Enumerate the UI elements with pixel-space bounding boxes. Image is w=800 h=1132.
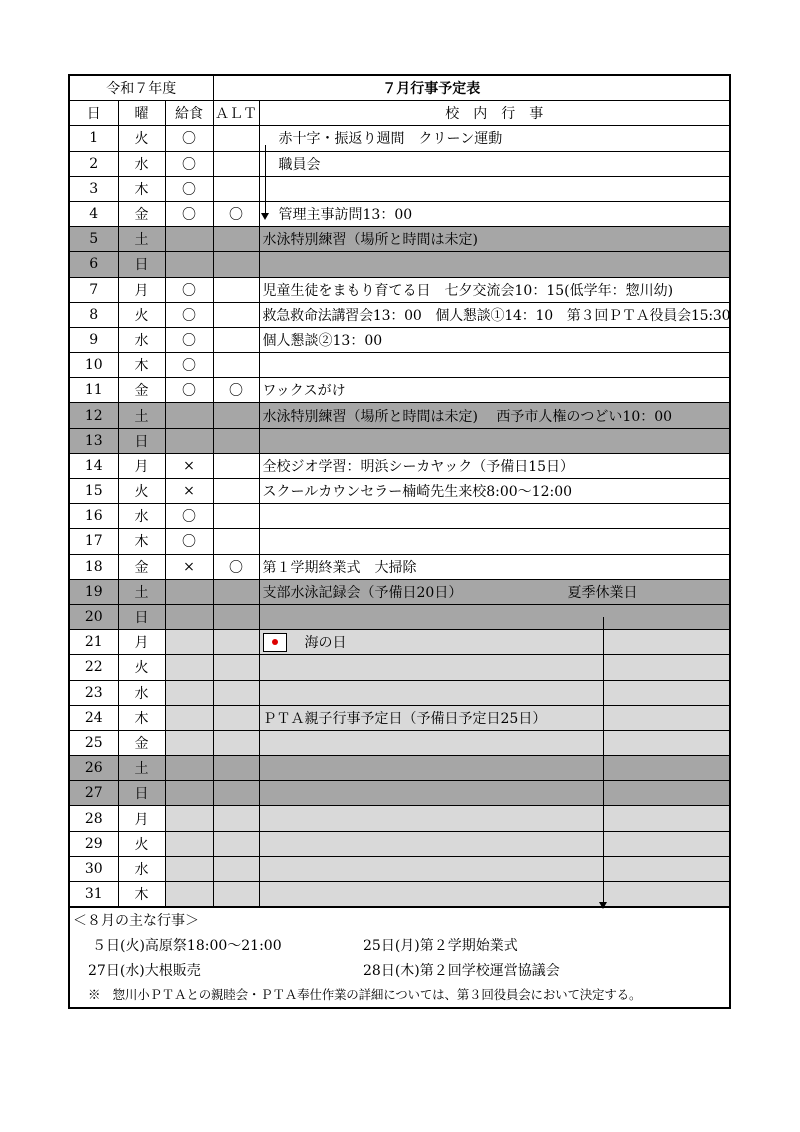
table-row [70,781,729,806]
lunch-cell [165,730,213,755]
lunch-cell: 〇 [165,529,213,554]
table-row [70,479,729,504]
weekday-cell: 土 [118,756,165,781]
day-cell: 18 [70,554,118,579]
alt-cell [213,252,259,277]
event-cell [259,680,729,705]
alt-cell [213,151,259,176]
day-cell: 5 [70,227,118,252]
down-arrow-icon [599,902,607,909]
alt-cell: 〇 [213,378,259,403]
alt-cell [213,856,259,881]
title-row [70,76,729,101]
japan-flag-icon [263,633,287,652]
event-cell: 水泳特別練習（場所と時間は未定) [259,227,729,252]
event-cell: スクールカウンセラー楠崎先生来校8:00～12:00 [259,479,729,504]
august-item: 27日(水)大根販売 [88,963,201,980]
table-row [70,680,729,705]
weekday-cell: 金 [118,201,165,226]
alt-cell [213,630,259,655]
weekday-cell: 火 [118,302,165,327]
day-cell: 8 [70,302,118,327]
weekday-cell: 日 [118,428,165,453]
august-heading: ＜８月の主な行事＞ [73,913,199,930]
table-row [70,554,729,579]
day-cell: 12 [70,403,118,428]
day-cell: 15 [70,479,118,504]
lunch-cell [165,604,213,629]
table-row [70,806,729,831]
page-title: ７月行事予定表 [213,76,729,101]
event-cell [259,428,729,453]
alt-cell [213,176,259,201]
event-text: 支部水泳記録会（予備日20日） [262,584,463,601]
day-cell: 29 [70,831,118,856]
lunch-cell: × [165,453,213,478]
weekday-cell: 水 [118,504,165,529]
lunch-cell: 〇 [165,201,213,226]
table-row [70,453,729,478]
day-cell: 14 [70,453,118,478]
lunch-cell [165,655,213,680]
alt-cell [213,730,259,755]
alt-cell [213,604,259,629]
alt-cell [213,579,259,604]
alt-cell [213,882,259,907]
alt-cell: 〇 [213,201,259,226]
table-row [70,882,729,907]
day-cell: 23 [70,680,118,705]
table-row [70,730,729,755]
event-cell: 第１学期終業式 大掃除 [259,554,729,579]
alt-cell [213,453,259,478]
table-row [70,176,729,201]
weekday-cell: 土 [118,227,165,252]
event-cell [259,781,729,806]
event-cell: ＰＴＡ親子行事予定日（予備日予定日25日） [259,705,729,730]
table-row [70,277,729,302]
august-item: 25日(月)第２学期始業式 [363,938,518,955]
down-arrow-icon [261,213,269,220]
lunch-cell: 〇 [165,176,213,201]
table-row [70,353,729,378]
event-text: 海の日 [304,634,347,651]
lunch-cell [165,428,213,453]
weekday-cell: 水 [118,856,165,881]
alt-cell [213,529,259,554]
lunch-cell: 〇 [165,327,213,352]
down-arrow-icon [603,617,604,904]
day-cell: 25 [70,730,118,755]
event-cell: 全校ジオ学習：明浜シーカヤック（予備日15日） [259,453,729,478]
table-row [70,579,729,604]
weekday-cell: 水 [118,327,165,352]
schedule-table [70,76,729,907]
alt-cell [213,806,259,831]
event-cell: 水泳特別練習（場所と時間は未定) 西予市人権のつどい10：00 [259,403,729,428]
event-cell [259,630,729,655]
event-cell: 赤十字・振返り週間 クリーン運動 [259,126,729,151]
table-row [70,252,729,277]
weekday-cell: 月 [118,453,165,478]
day-cell: 2 [70,151,118,176]
weekday-cell: 火 [118,655,165,680]
day-cell: 3 [70,176,118,201]
lunch-cell [165,705,213,730]
table-row [70,831,729,856]
lunch-cell: × [165,479,213,504]
column-header-row [70,101,729,126]
event-cell [259,504,729,529]
lunch-cell: 〇 [165,126,213,151]
table-row [70,201,729,226]
august-note: ※ 惣川小ＰＴＡとの親睦会・ＰＴＡ奉仕作業の詳細については、第３回役員会において決定する。 [88,987,642,1003]
lunch-cell [165,756,213,781]
event-cell [259,252,729,277]
weekday-cell: 木 [118,353,165,378]
day-cell: 22 [70,655,118,680]
lunch-cell [165,252,213,277]
event-cell: 救急救命法講習会13：00 個人懇談①14：10 第３回ＰＴＡ役員会15:30 [259,302,729,327]
day-cell: 16 [70,504,118,529]
lunch-cell: 〇 [165,504,213,529]
schedule-sheet [68,74,731,1009]
day-cell: 10 [70,353,118,378]
day-cell: 17 [70,529,118,554]
day-cell: 1 [70,126,118,151]
day-cell: 7 [70,277,118,302]
event-cell: 管理主事訪問13：00 [259,201,729,226]
down-arrow-icon [265,145,266,215]
lunch-cell: 〇 [165,378,213,403]
lunch-cell [165,831,213,856]
weekday-cell: 水 [118,680,165,705]
lunch-cell: 〇 [165,302,213,327]
lunch-cell: 〇 [165,277,213,302]
weekday-cell: 火 [118,479,165,504]
summer-vacation-label: 夏季休業日 [567,584,638,601]
fiscal-year: 令和７年度 [70,76,213,101]
event-cell [259,756,729,781]
alt-cell [213,479,259,504]
day-cell: 20 [70,604,118,629]
day-cell: 30 [70,856,118,881]
event-cell [259,655,729,680]
lunch-cell: × [165,554,213,579]
weekday-cell: 火 [118,126,165,151]
table-row [70,630,729,655]
table-row [70,756,729,781]
day-cell: 9 [70,327,118,352]
table-row [70,227,729,252]
lunch-cell [165,579,213,604]
weekday-cell: 月 [118,630,165,655]
day-cell: 21 [70,630,118,655]
weekday-cell: 日 [118,781,165,806]
weekday-cell: 木 [118,176,165,201]
weekday-cell: 月 [118,277,165,302]
weekday-cell: 金 [118,378,165,403]
alt-cell [213,227,259,252]
lunch-cell [165,680,213,705]
table-row [70,529,729,554]
weekday-cell: 月 [118,806,165,831]
event-cell: 職員会 [259,151,729,176]
table-row [70,302,729,327]
table-row [70,327,729,352]
event-cell: 児童生徒をまもり育てる日 七夕交流会10：15(低学年：惣川幼) [259,277,729,302]
col-alt: ＡＬＴ [213,101,259,126]
alt-cell [213,327,259,352]
alt-cell [213,277,259,302]
event-cell [259,579,729,604]
weekday-cell: 木 [118,705,165,730]
august-item: 28日(木)第２回学校運営協議会 [363,963,560,980]
alt-cell: 〇 [213,554,259,579]
table-row [70,604,729,629]
event-cell: 個人懇談②13：00 [259,327,729,352]
event-cell [259,730,729,755]
alt-cell [213,756,259,781]
weekday-cell: 土 [118,403,165,428]
lunch-cell [165,856,213,881]
day-cell: 26 [70,756,118,781]
weekday-cell: 木 [118,529,165,554]
table-row [70,151,729,176]
lunch-cell [165,227,213,252]
table-row [70,856,729,881]
weekday-cell: 金 [118,554,165,579]
event-cell: ワックスがけ [259,378,729,403]
table-row [70,504,729,529]
alt-cell [213,705,259,730]
table-row [70,126,729,151]
weekday-cell: 金 [118,730,165,755]
alt-cell [213,781,259,806]
lunch-cell [165,781,213,806]
alt-cell [213,403,259,428]
weekday-cell: 木 [118,882,165,907]
event-cell [259,806,729,831]
event-cell [259,529,729,554]
table-row [70,655,729,680]
day-cell: 31 [70,882,118,907]
col-weekday: 曜 [118,101,165,126]
weekday-cell: 土 [118,579,165,604]
alt-cell [213,504,259,529]
august-notes [70,907,729,1007]
event-cell [259,604,729,629]
event-cell [259,353,729,378]
event-cell [259,882,729,907]
alt-cell [213,680,259,705]
day-cell: 24 [70,705,118,730]
weekday-cell: 日 [118,604,165,629]
table-row [70,705,729,730]
event-cell [259,856,729,881]
weekday-cell: 火 [118,831,165,856]
event-cell [259,831,729,856]
lunch-cell [165,806,213,831]
alt-cell [213,302,259,327]
col-day: 日 [70,101,118,126]
lunch-cell [165,403,213,428]
table-row [70,403,729,428]
event-cell [259,176,729,201]
alt-cell [213,428,259,453]
alt-cell [213,831,259,856]
table-row [70,378,729,403]
day-cell: 19 [70,579,118,604]
day-cell: 4 [70,201,118,226]
lunch-cell: 〇 [165,151,213,176]
col-events: 校 内 行 事 [259,101,729,126]
lunch-cell [165,882,213,907]
alt-cell [213,655,259,680]
day-cell: 27 [70,781,118,806]
col-lunch: 給食 [165,101,213,126]
day-cell: 13 [70,428,118,453]
august-item: ５日(火)高原祭18:00～21:00 [92,938,282,955]
alt-cell [213,353,259,378]
table-row [70,428,729,453]
lunch-cell [165,630,213,655]
weekday-cell: 水 [118,151,165,176]
alt-cell [213,126,259,151]
weekday-cell: 日 [118,252,165,277]
lunch-cell: 〇 [165,353,213,378]
day-cell: 6 [70,252,118,277]
day-cell: 28 [70,806,118,831]
day-cell: 11 [70,378,118,403]
